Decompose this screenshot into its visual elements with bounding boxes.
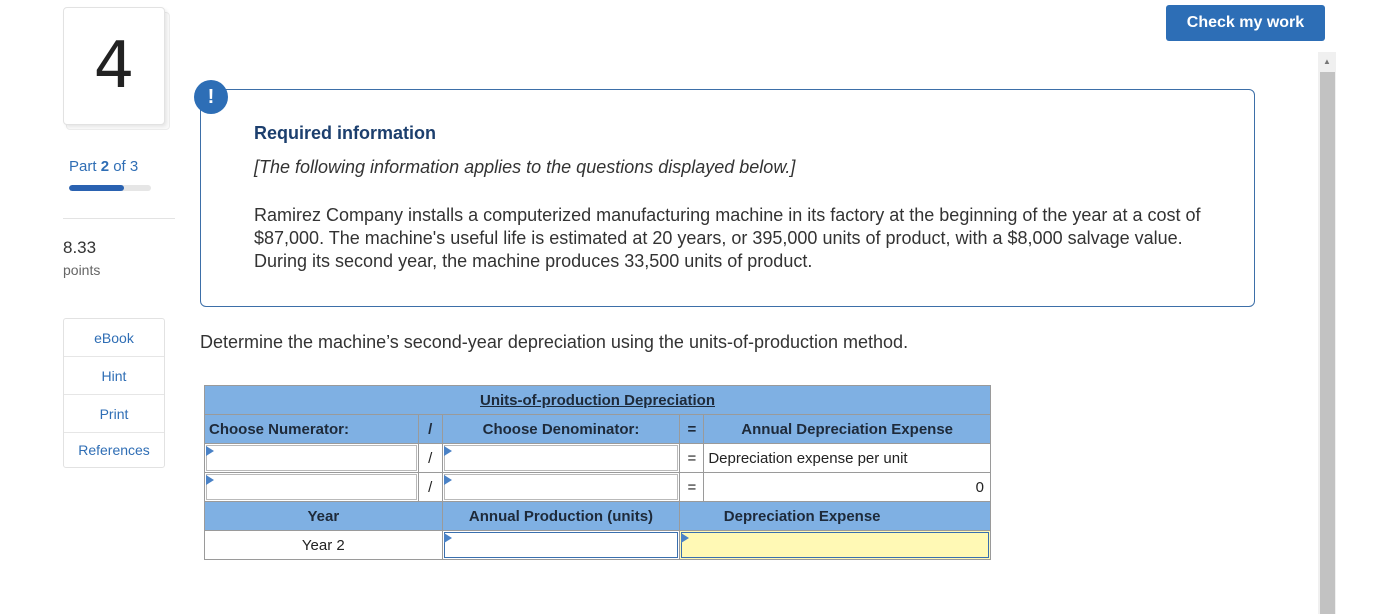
numerator-input-1[interactable] xyxy=(205,444,419,473)
year-cell: Year 2 xyxy=(205,531,443,560)
year-header: Year xyxy=(205,502,443,531)
hint-link[interactable]: Hint xyxy=(64,357,164,395)
result-value-cell: 0 xyxy=(704,473,991,502)
divider xyxy=(63,218,175,219)
worksheet xyxy=(204,385,991,560)
dropdown-arrow-icon xyxy=(206,475,214,485)
required-information-box xyxy=(200,89,1255,307)
divide-symbol: / xyxy=(418,415,442,444)
alert-icon: ! xyxy=(194,80,228,114)
scrollbar-thumb[interactable] xyxy=(1320,72,1335,614)
resources-menu xyxy=(63,318,165,468)
depreciation-expense-input[interactable] xyxy=(680,531,991,560)
result-header: Annual Depreciation Expense xyxy=(704,415,991,444)
worksheet-title: Units-of-production Depreciation xyxy=(205,386,991,415)
equals-symbol: = xyxy=(680,415,704,444)
equals-symbol: = xyxy=(680,444,704,473)
ebook-link[interactable]: eBook xyxy=(64,319,164,357)
divide-symbol: / xyxy=(418,473,442,502)
part-indicator xyxy=(69,158,138,175)
expense-header: Depreciation Expense xyxy=(680,502,991,531)
result-label-cell: Depreciation expense per unit xyxy=(704,444,991,473)
required-info-body: Ramirez Company installs a computerized manufacturing machine in its factory at the beginning of the year at a cost of $87,000. The machine's useful life is estimated at 20 years, or 395,000 units of product, with a $8,000 salvage value. During its second year, the machine produces 33,500 units of product. xyxy=(254,205,1201,271)
references-link[interactable]: References xyxy=(78,442,150,458)
equals-symbol: = xyxy=(680,473,704,502)
question-number: 4 xyxy=(63,7,165,125)
production-header: Annual Production (units) xyxy=(442,502,680,531)
points-value: 8.33 xyxy=(63,238,97,257)
required-info-title: Required information xyxy=(254,123,437,143)
print-link[interactable]: Print xyxy=(64,395,164,433)
dropdown-arrow-icon xyxy=(206,446,214,456)
part-current: 2 xyxy=(100,158,110,175)
denominator-input-1[interactable] xyxy=(442,444,680,473)
part-progress-fill xyxy=(69,185,124,191)
divide-symbol: / xyxy=(418,444,442,473)
points-label: points xyxy=(63,262,101,278)
required-info-subtitle: [The following information applies to the questions displayed below.] xyxy=(254,157,796,177)
part-suffix: of 3 xyxy=(113,158,139,175)
denominator-header: Choose Denominator: xyxy=(442,415,680,444)
denominator-input-2[interactable] xyxy=(442,473,680,502)
dropdown-arrow-icon xyxy=(444,475,452,485)
part-progress-bar xyxy=(69,185,151,191)
dropdown-arrow-icon xyxy=(444,533,452,543)
dropdown-arrow-icon xyxy=(681,533,689,543)
check-my-work-button[interactable]: Check my work xyxy=(1166,5,1325,41)
dropdown-arrow-icon xyxy=(444,446,452,456)
question-text: Determine the machine’s second-year depreciation using the units-of-production method. xyxy=(200,332,909,352)
scroll-up-icon[interactable]: ▲ xyxy=(1318,52,1336,70)
numerator-input-2[interactable] xyxy=(205,473,419,502)
numerator-header: Choose Numerator: xyxy=(205,415,419,444)
part-prefix: Part xyxy=(69,158,97,175)
annual-production-input[interactable] xyxy=(442,531,680,560)
